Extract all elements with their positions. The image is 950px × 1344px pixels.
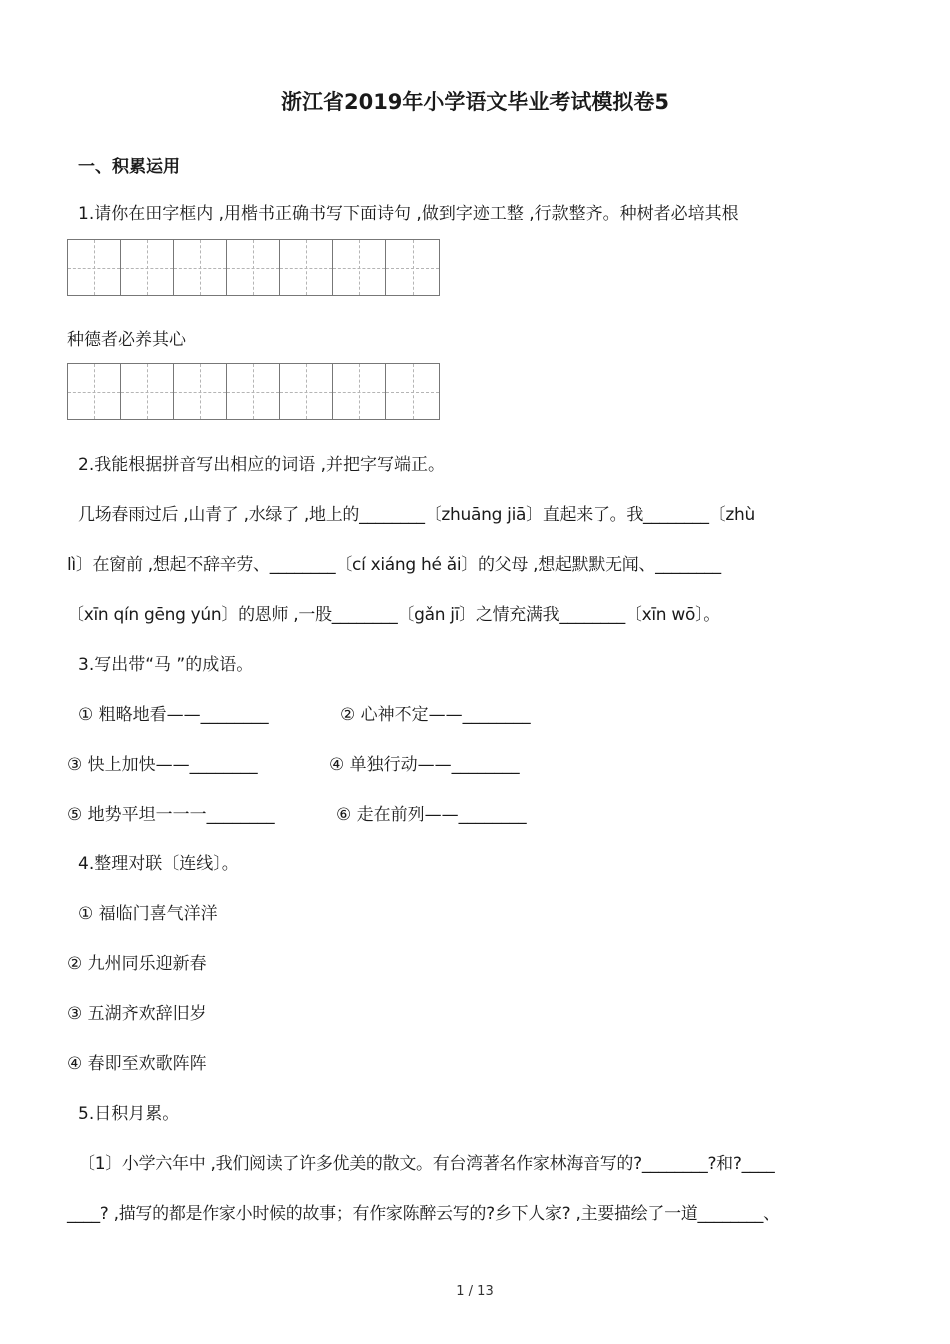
- question-5-line-2: ____? ,描写的都是作家小时候的故事；有作家陈醉云写的?乡下人家? ,主要描绘了一道________、: [67, 1204, 780, 1224]
- idiom-item: ⑤ 地势平坦一一一________: [67, 805, 275, 825]
- idiom-item: ⑥ 走在前列——________: [336, 805, 527, 825]
- page-number: 1 / 13: [456, 1284, 494, 1299]
- writing-grid-1[interactable]: [67, 239, 440, 296]
- question-3-prompt: 3.写出带“马 ”的成语。: [78, 655, 254, 675]
- couplet-item: ③ 五湖齐欢辞旧岁: [67, 1004, 207, 1024]
- question-5-line-1: 〔1〕小学六年中 ,我们阅读了许多优美的散文。有台湾著名作家林海音写的?________?和?____: [78, 1154, 775, 1174]
- question-2-line-2: lì〕在窗前 ,想起不辞辛劳、________〔cí xiáng hé ǎi〕的父母 ,想起默默无闻、________: [67, 555, 721, 575]
- question-1-line-2: 种德者必养其心: [67, 330, 186, 350]
- question-2-line-1: 几场春雨过后 ,山青了 ,水绿了 ,地上的________〔zhuāng jiā〕直起来了。我________〔zhù: [78, 505, 755, 525]
- writing-grid-2[interactable]: [67, 363, 440, 420]
- couplet-item: ① 福临门喜气洋洋: [78, 904, 218, 924]
- page-title: 浙江省2019年小学语文毕业考试模拟卷5: [280, 90, 670, 114]
- idiom-item: ② 心神不定——________: [340, 705, 531, 725]
- question-5-prompt: 5.日积月累。: [78, 1104, 180, 1124]
- idiom-item: ③ 快上加快——________: [67, 755, 258, 775]
- question-2-line-3: 〔xīn qín gēng yún〕的恩师 ,一股________〔gǎn jī〕之情充满我________〔xīn wō〕。: [67, 605, 720, 625]
- couplet-item: ② 九州同乐迎新春: [67, 954, 207, 974]
- idiom-item: ① 粗略地看——________: [78, 705, 269, 725]
- couplet-item: ④ 春即至欢歌阵阵: [67, 1054, 207, 1074]
- question-2-prompt: 2.我能根据拼音写出相应的词语 ,并把字写端正。: [78, 455, 446, 475]
- question-4-prompt: 4.整理对联〔连线〕。: [78, 854, 239, 874]
- section-heading: 一、积累运用: [78, 157, 180, 177]
- question-1-prompt: 1.请你在田字框内 ,用楷书正确书写下面诗句 ,做到字迹工整 ,行款整齐。种树者必培其根: [78, 204, 739, 224]
- idiom-item: ④ 单独行动——________: [329, 755, 520, 775]
